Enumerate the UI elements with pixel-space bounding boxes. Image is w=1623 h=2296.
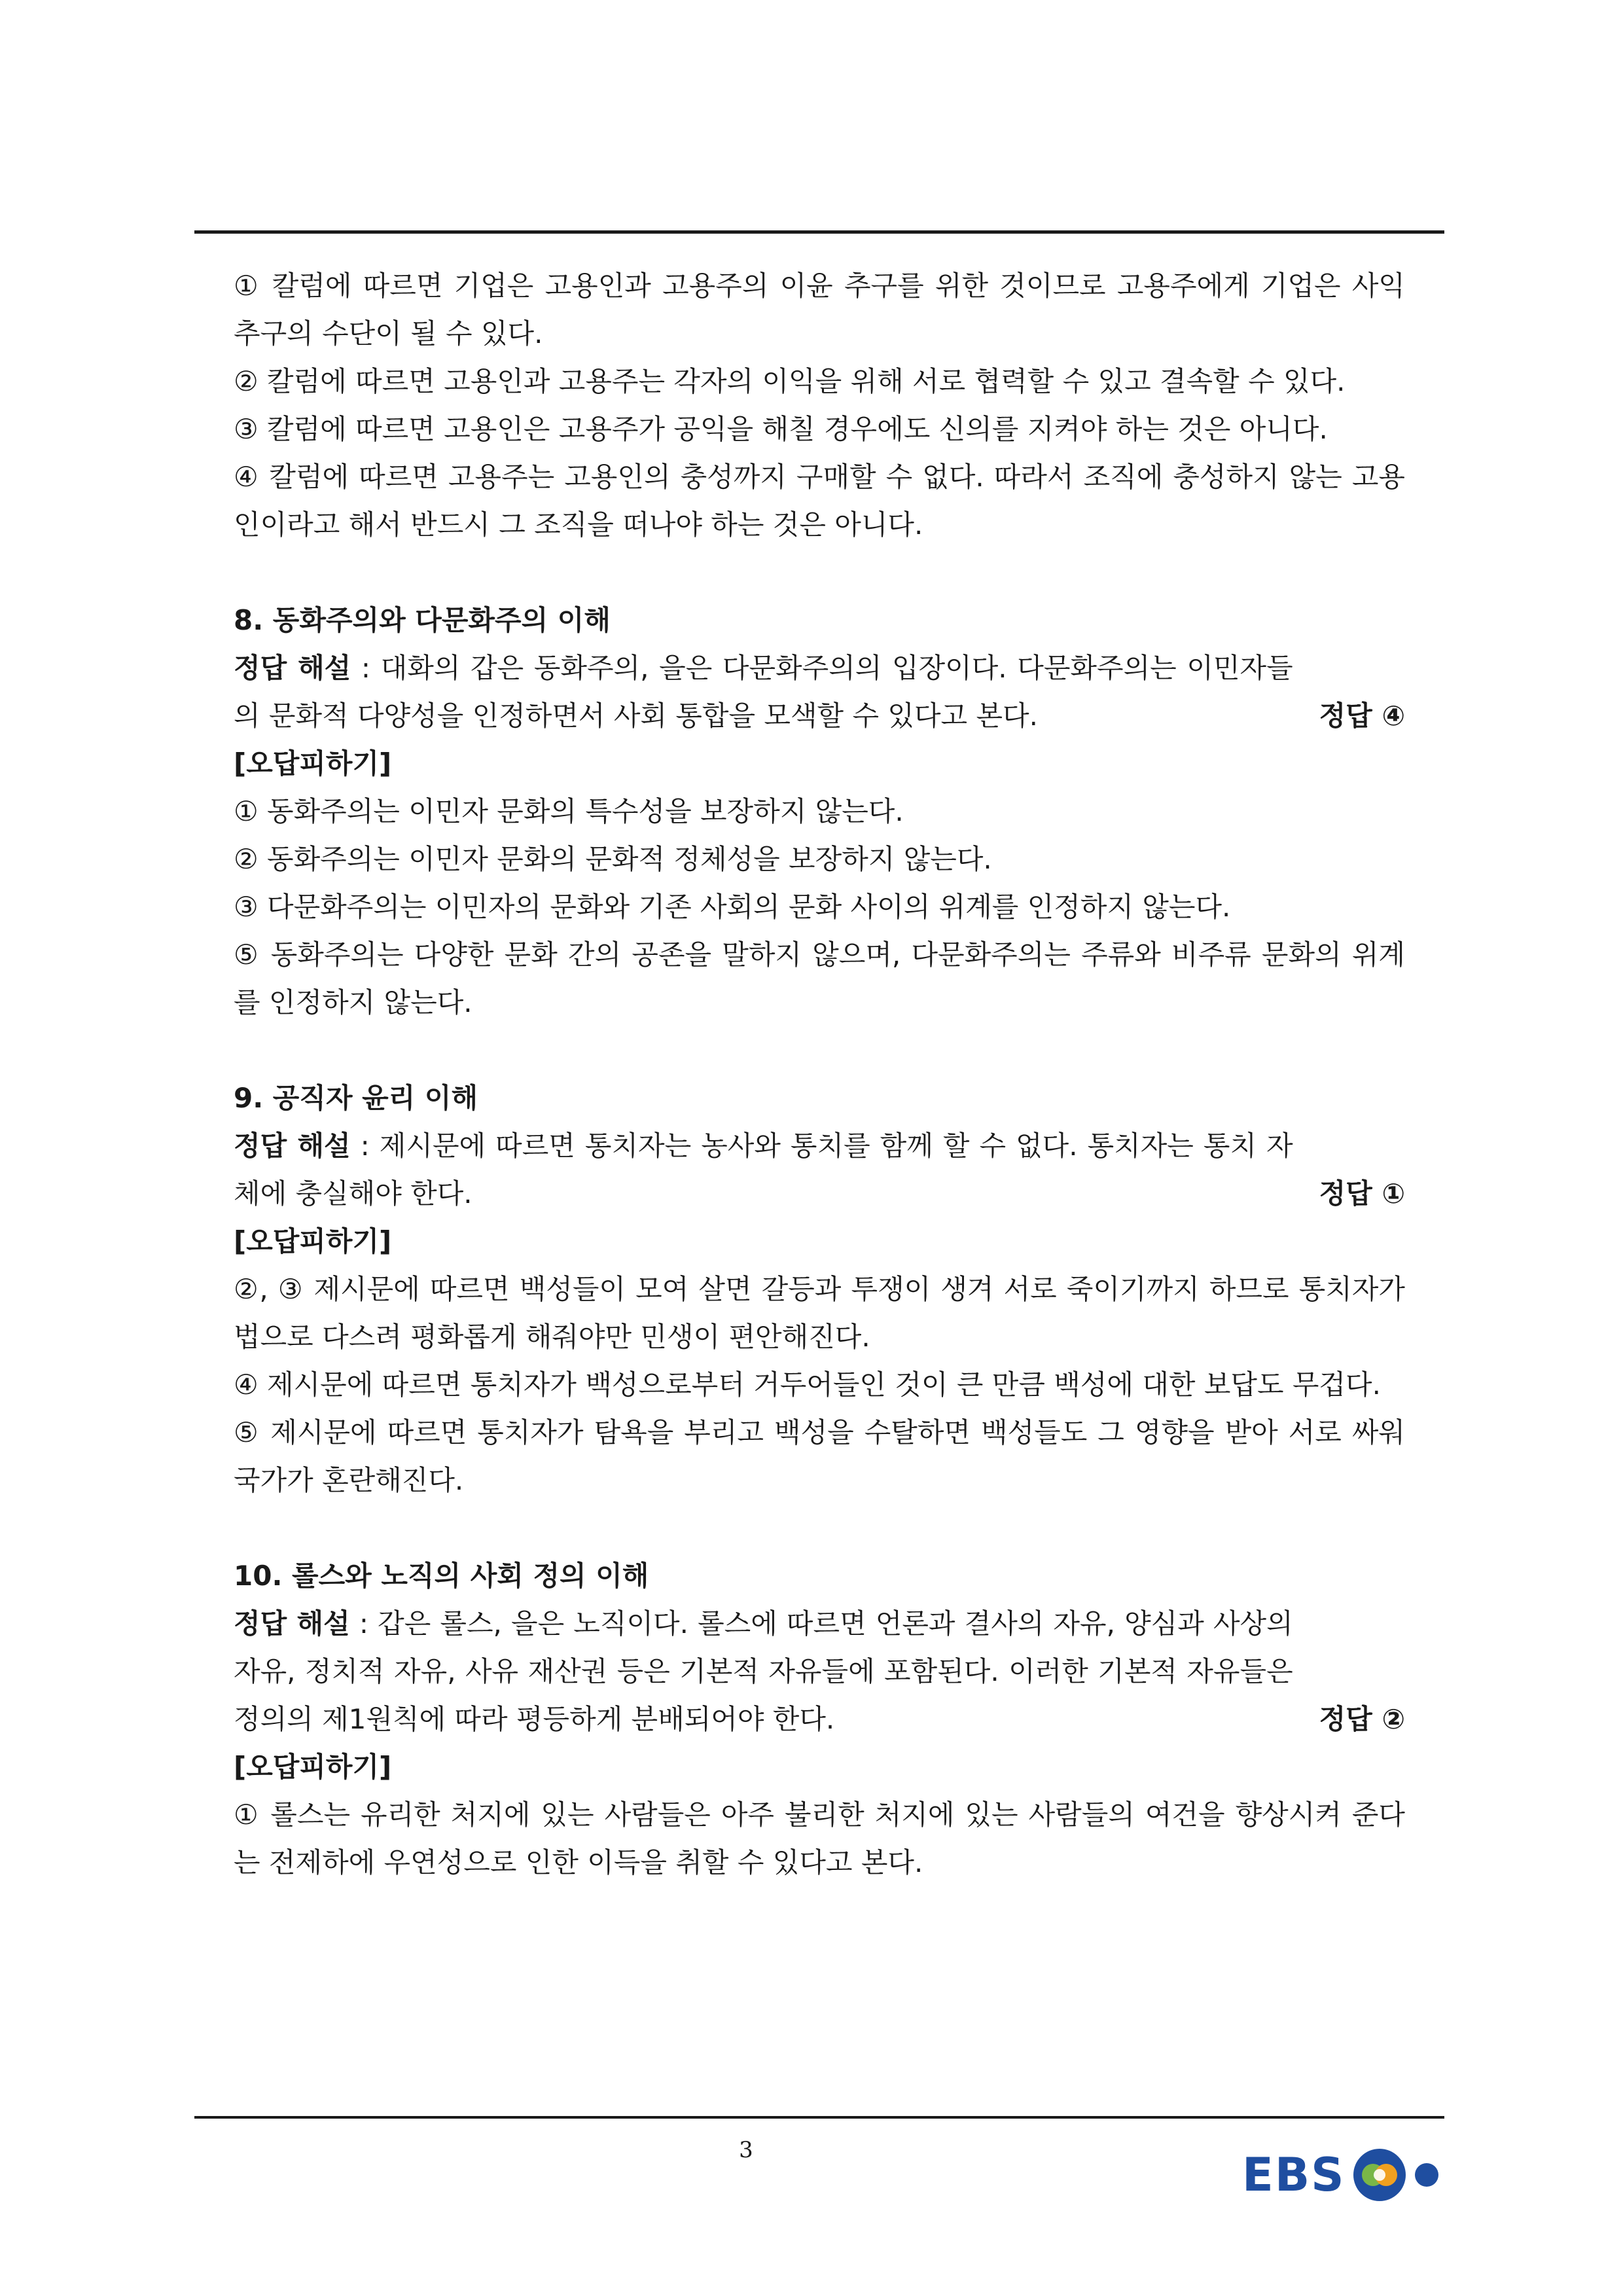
- wrong-answers-title: [오답피하기]: [234, 1225, 392, 1257]
- question-10-heading: 10. 롤스와 노직의 사회 정의 이해: [234, 1560, 649, 1592]
- answer-badge: 정답 ①: [1319, 1177, 1405, 1210]
- explanation-label: 정답 해설: [234, 652, 351, 684]
- page-number: 3: [739, 2137, 753, 2163]
- explanation-text: : 제시문에 따르면 통치자는 농사와 통치를 함께 할 수 없다. 통치자는 통치 자체에 충실해야 한다.: [234, 1130, 1293, 1210]
- header-rule: [194, 230, 1444, 234]
- list-item: ① 롤스는 유리한 처지에 있는 사람들은 아주 불리한 처지에 있는 사람들의 여건을 향상시켜 준다는 전제하에 우연성으로 인한 이득을 취할 수 있다고 본다.: [234, 1799, 1405, 1878]
- ebs-logo-text: EBS: [1242, 2148, 1346, 2202]
- question-9-heading: 9. 공직자 윤리 이해: [234, 1082, 478, 1114]
- wrong-answers-title: [오답피하기]: [234, 747, 392, 780]
- list-item: ③ 다문화주의는 이민자의 문화와 기존 사회의 문화 사이의 위계를 인정하지 않는다.: [234, 891, 1231, 923]
- list-item: ⑤ 동화주의는 다양한 문화 간의 공존을 말하지 않으며, 다문화주의는 주류와 비주류 문화의 위계를 인정하지 않는다.: [234, 939, 1405, 1018]
- answer-badge: 정답 ②: [1319, 1703, 1405, 1735]
- list-item: ⑤ 제시문에 따르면 통치자가 탐욕을 부리고 백성을 수탈하면 백성들도 그 영향을 받아 서로 싸워 국가가 혼란해진다.: [234, 1416, 1405, 1496]
- list-item: ② 동화주의는 이민자 문화의 문화적 정체성을 보장하지 않는다.: [234, 843, 992, 875]
- list-item: ② 칼럼에 따르면 고용인과 고용주는 각자의 이익을 위해 서로 협력할 수 있고 결속할 수 있다.: [234, 365, 1346, 397]
- ebs-logo: [1242, 2139, 1450, 2211]
- answer-badge: 정답 ④: [1319, 700, 1405, 732]
- list-item: ① 동화주의는 이민자 문화의 특수성을 보장하지 않는다.: [234, 795, 904, 827]
- list-item: ① 칼럼에 따르면 기업은 고용인과 고용주의 이윤 추구를 위한 것이므로 고용주에게 기업은 사익 추구의 수단이 될 수 있다.: [234, 270, 1405, 350]
- wrong-answers-title: [오답피하기]: [234, 1751, 392, 1783]
- footer-rule: [194, 2116, 1444, 2119]
- list-item: ④ 제시문에 따르면 통치자가 백성으로부터 거두어들인 것이 큰 만큼 백성에 대한 보답도 무겁다.: [234, 1369, 1381, 1401]
- explanation-text: : 대화의 갑은 동화주의, 을은 다문화주의의 입장이다. 다문화주의는 이민자들의 문화적 다양성을 인정하면서 사회 통합을 모색할 수 있다고 본다.: [234, 652, 1293, 732]
- question-10-explanation: [234, 1600, 1405, 1743]
- list-item: ③ 칼럼에 따르면 고용인은 고용주가 공익을 해칠 경우에도 신의를 지켜야 하는 것은 아니다.: [234, 413, 1328, 445]
- list-item: ④ 칼럼에 따르면 고용주는 고용인의 충성까지 구매할 수 없다. 따라서 조직에 충성하지 않는 고용인이라고 해서 반드시 그 조직을 떠나야 하는 것은 아니다.: [234, 461, 1405, 541]
- explanation-label: 정답 해설: [234, 1130, 351, 1162]
- question-8-heading: 8. 동화주의와 다문화주의 이해: [234, 604, 611, 636]
- list-item: ②, ③ 제시문에 따르면 백성들이 모여 살면 갈등과 투쟁이 생겨 서로 죽이기까지 하므로 통치자가 법으로 다스려 평화롭게 해줘야만 민생이 편안해진다.: [234, 1273, 1405, 1353]
- explanation-text: : 갑은 롤스, 을은 노직이다. 롤스에 따르면 언론과 결사의 자유, 양심과 사상의 자유, 정치적 자유, 사유 재산권 등은 기본적 자유들에 포함된다. 이러한 기본적 자유들은 정의의 제1원칙에 따라 평등하게 분배되어야 한다.: [234, 1607, 1293, 1735]
- question-9-explanation: [234, 1122, 1405, 1217]
- question-8-explanation: [234, 644, 1405, 740]
- ebs-logo-icon: [1346, 2139, 1450, 2211]
- explanation-label: 정답 해설: [234, 1607, 350, 1640]
- page-content: [234, 262, 1405, 1886]
